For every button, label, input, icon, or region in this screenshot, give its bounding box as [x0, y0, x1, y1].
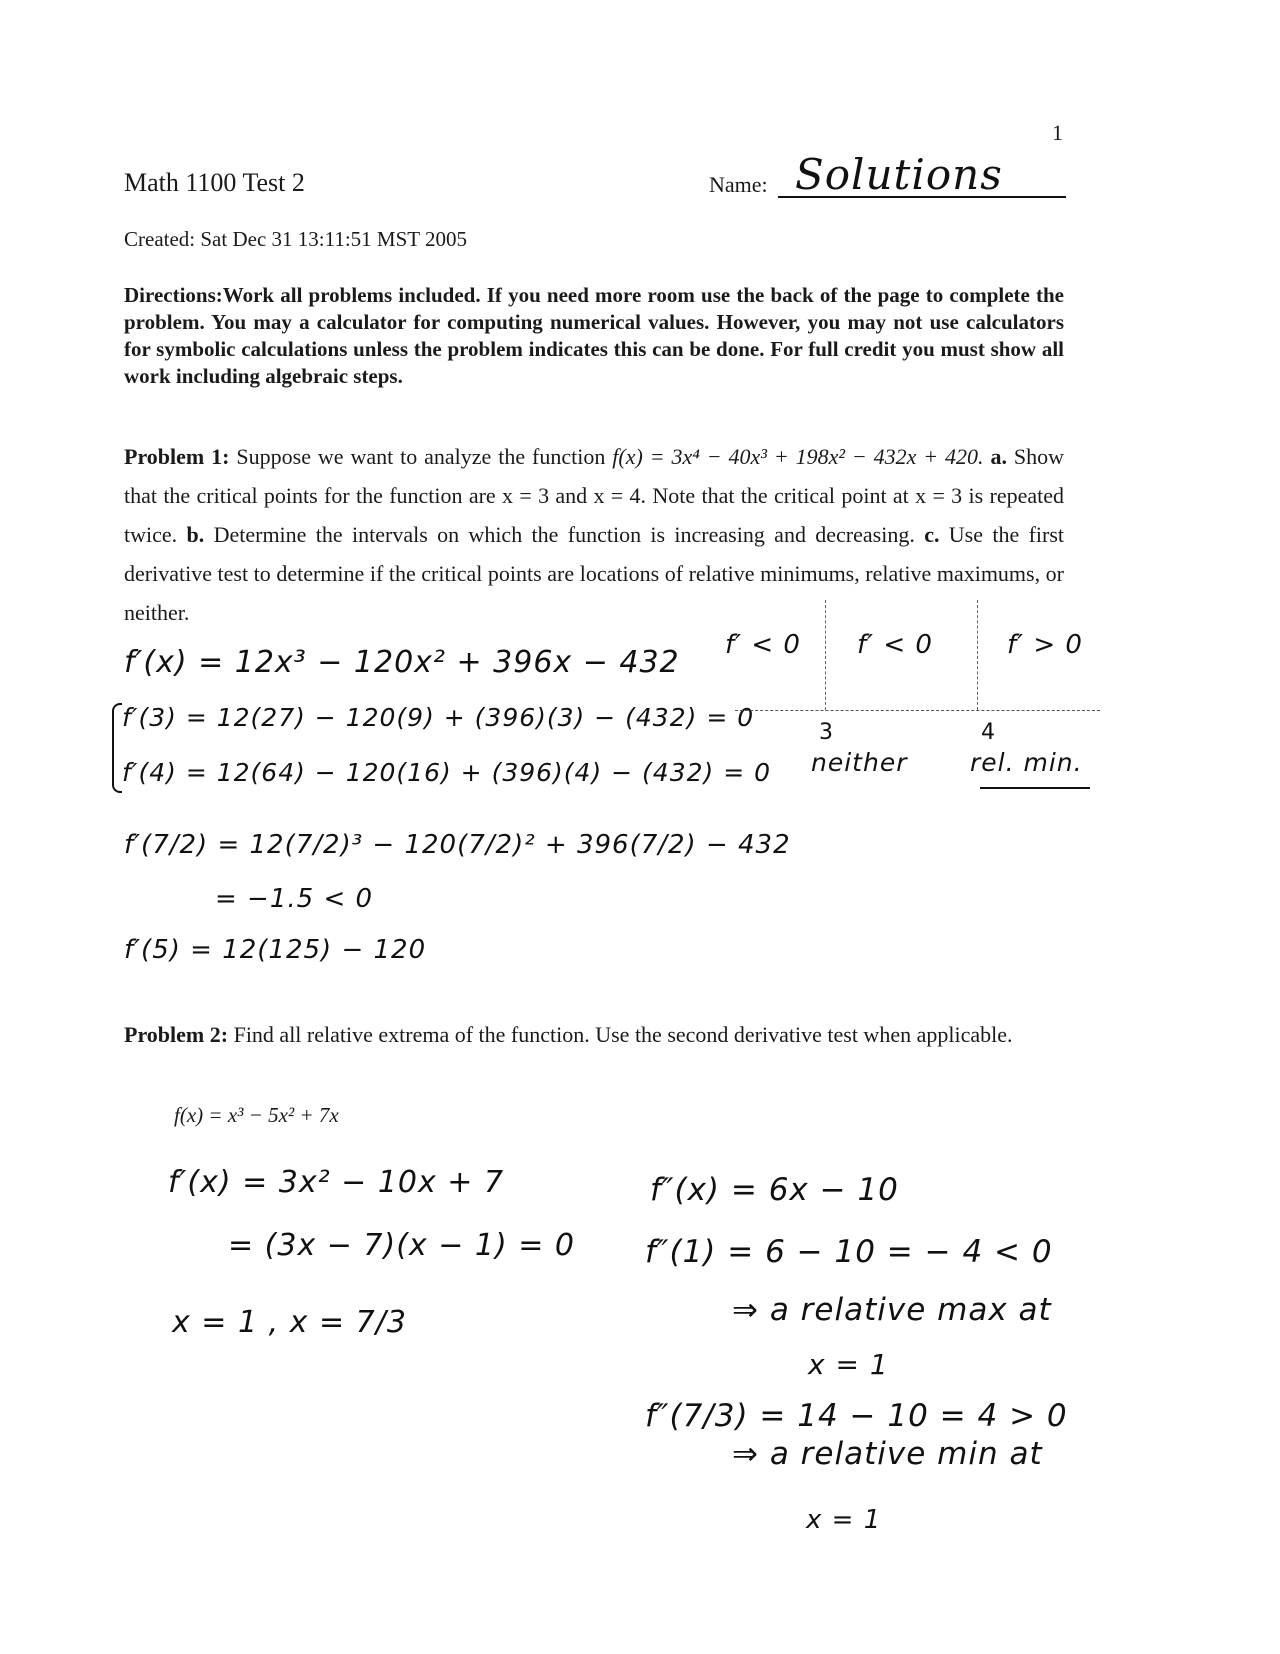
p2-second-deriv-at-7-3: f″(7/3) = 14 − 10 = 4 > 0 [645, 1398, 1068, 1434]
sign-region-2: f′ < 0 [857, 630, 933, 660]
sign-chart [725, 600, 1105, 800]
sign-tick-4: 4 [981, 720, 996, 745]
part-c-label: c. [924, 522, 940, 547]
p2-relative-max-note: ⇒ a relative max at [732, 1292, 1052, 1328]
name-signature: Solutions [795, 150, 1003, 199]
sign-region-1: f′ < 0 [725, 630, 801, 660]
note-underline [980, 787, 1090, 789]
p1-eval-result: = −1.5 < 0 [215, 884, 374, 914]
p2-first-derivative: f′(x) = 3x² − 10x + 7 [168, 1165, 505, 1200]
problem-1-label: Problem 1: [124, 444, 230, 469]
p1-eval-at-7-2: f′(7/2) = 12(7/2)³ − 120(7/2)² + 396(7/2) − 432 [124, 830, 791, 860]
note-neither: neither [811, 748, 908, 777]
p1-eval-at-4: f′(4) = 12(64) − 120(16) + (396)(4) − (432) = 0 [122, 758, 772, 787]
sign-region-3: f′ > 0 [1007, 630, 1083, 660]
p2-second-deriv-at-1: f″(1) = 6 − 10 = − 4 < 0 [645, 1234, 1053, 1270]
page-number: 1 [1052, 120, 1063, 145]
problem-2-text: Find all relative extrema of the function. Use the second derivative test when applicable. [233, 1022, 1013, 1047]
sign-axis [735, 710, 1100, 711]
p2-relative-min-note: ⇒ a relative min at [732, 1436, 1043, 1472]
sign-divider-3 [825, 600, 826, 710]
p2-critical-points: x = 1 , x = 7/3 [172, 1305, 407, 1340]
p2-max-at-x: x = 1 [808, 1348, 889, 1381]
p2-second-derivative: f″(x) = 6x − 10 [650, 1172, 899, 1208]
test-title: Math 1100 Test 2 [124, 168, 305, 197]
note-rel-min: rel. min. [970, 748, 1083, 777]
p2-factored: = (3x − 7)(x − 1) = 0 [228, 1228, 575, 1263]
p2-min-at-x: x = 1 [806, 1505, 882, 1535]
name-label: Name: [709, 172, 768, 197]
problem-2-statement [124, 1015, 1064, 1054]
part-c-text: Use the first derivative test to determine if the critical points are locations of relative minimums, relative maximums, or neither. [124, 522, 1065, 625]
part-b-text: Determine the intervals on which the function is increasing and decreasing. [213, 522, 915, 547]
problem-2-label: Problem 2: [124, 1022, 229, 1047]
p1-eval-at-3: f′(3) = 12(27) − 120(9) + (396)(3) − (432) = 0 [122, 703, 755, 732]
sign-tick-3: 3 [819, 720, 834, 745]
problem-1-intro: Suppose we want to analyze the function [236, 444, 606, 469]
p1-eval-at-5: f′(5) = 12(125) − 120 [124, 935, 427, 965]
part-b-label: b. [186, 522, 205, 547]
problem-1-function: f(x) = 3x⁴ − 40x³ + 198x² − 432x + 420. [612, 444, 984, 469]
p1-derivative: f′(x) = 12x³ − 120x² + 396x − 432 [124, 645, 680, 680]
directions: Directions:Work all problems included. If you need more room use the back of the page to complete the problem. You may a calculator for computing numerical values. However, you may not use calculators for symbolic calculations unless the problem indicates this can be done. For full credit you must show all work including algebraic steps. [124, 283, 1064, 388]
part-a-label: a. [990, 444, 1007, 469]
sign-divider-4 [977, 600, 978, 710]
p1-brace [112, 703, 122, 793]
problem-2-function: f(x) = x³ − 5x² + 7x [174, 1103, 339, 1127]
created-timestamp: Created: Sat Dec 31 13:11:51 MST 2005 [124, 227, 467, 251]
part-a-text: Show that the critical points for the function are x = 3 and x = 4. Note that the critical point at x = 3 is repeated twice. [124, 444, 1065, 547]
